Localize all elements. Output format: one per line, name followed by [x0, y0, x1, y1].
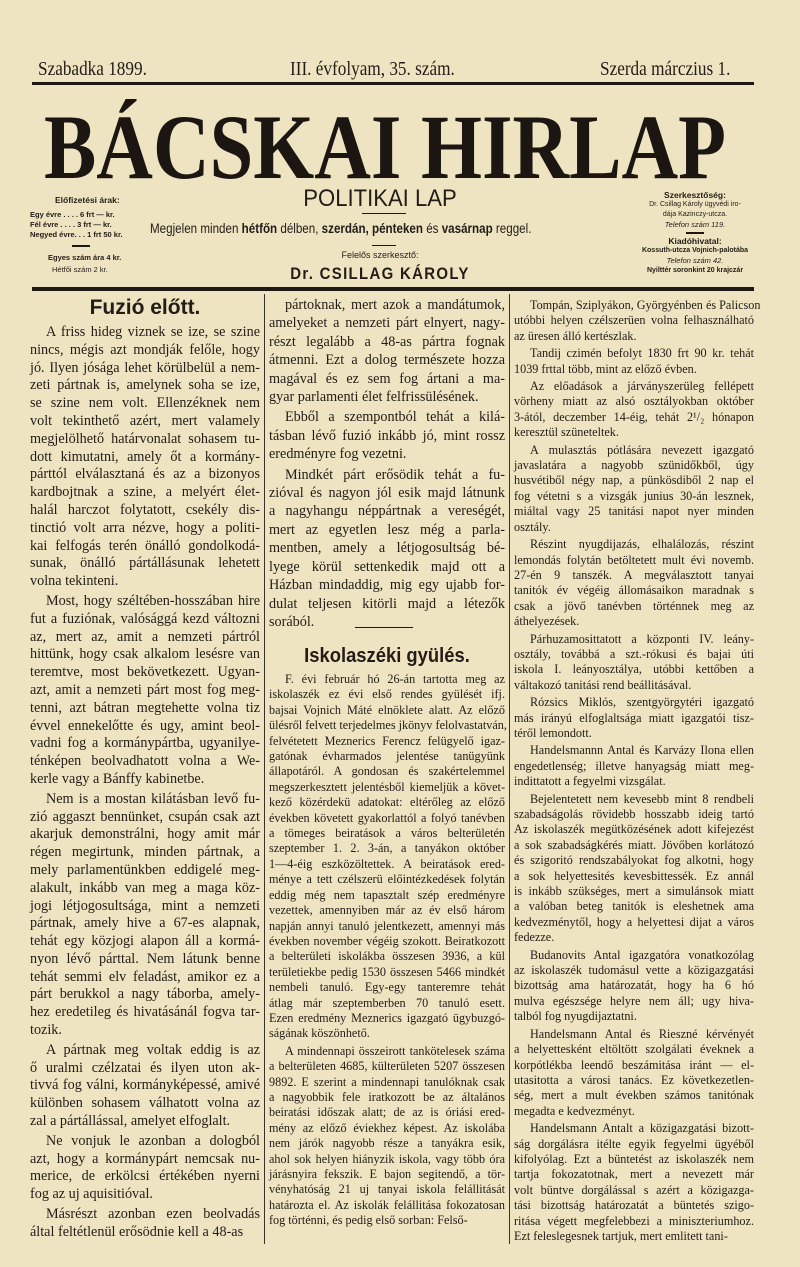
paragraph: [514, 695, 754, 741]
publication-schedule: Megjelen minden hétfőn délben, szerdán, pénteken és vasárnap reggel.: [150, 221, 532, 236]
text-line: javaslatára a nagyobb szünidőkből, úgy: [514, 458, 754, 473]
text-line: áthelyezések.: [514, 614, 580, 629]
text-line: Rózsics Miklós, szentgyörgytéri igazgató: [530, 695, 754, 710]
text-line: ritása végett megfelebbezi a miniszteriumhoz.: [514, 1213, 754, 1228]
text-line: más irányú elfoglaltsága miatt igazgatói tisz-: [514, 710, 754, 725]
text-line: ülésről felvett terjedelmes jkönyv felolvastatván,: [269, 718, 507, 733]
text-line: váltakozó tanitási rend beállitásával.: [514, 677, 692, 692]
text-line: Nem is a mostan kilátásban levő fu-: [46, 790, 260, 807]
text-line: tanitók év végéig állomásaikon maradnak s: [514, 583, 754, 598]
text-line: Handelsmann Antalt a közigazgatási bizott-: [530, 1121, 754, 1136]
text-line: Mindkét párt erősödik tehát a fu-: [285, 466, 505, 483]
text-line: mulva egészsége helyre nem áll; ugy hiva-: [514, 993, 754, 1008]
text-line: zal a pártállással, amelyet elfoglalt.: [30, 1113, 231, 1130]
article-body: [30, 324, 260, 1242]
text-line: Handelsmann Antal és Rieszné kérvényét: [530, 1026, 754, 1041]
text-line: volna tekinteni.: [30, 573, 119, 590]
text-line: azt, amit a nemzeti párt most fog meg-: [30, 681, 260, 698]
text-line: tivvá fog válni, kormányképessé, amivé: [30, 1077, 260, 1094]
text-line: mely parlamentünkben eddigelé meg-: [30, 861, 260, 878]
paragraph: [30, 1133, 260, 1204]
text-line: sunak, önálló pártállásunak lehetett: [30, 555, 260, 572]
article-body: [514, 298, 761, 1244]
paragraph: [514, 1121, 754, 1244]
text-line: fut a fuziónak, valósággá kezd változni: [30, 610, 260, 627]
text-line: A mulasztás pótlására nevezett igazgató: [530, 442, 754, 457]
text-line: merice, de erkölcsi értékében nyerni: [30, 1168, 260, 1185]
editorial-phone: Telefon szám 119.: [664, 220, 726, 229]
text-line: Bejelentetett nem kevesebb mint 8 rendbeli: [530, 791, 754, 806]
ornament-divider: [686, 232, 704, 234]
text-line: tásban lévő fuzió inkább jó, mint rossz: [269, 427, 505, 444]
text-line: volt tekinthető azért, mert valamely: [30, 412, 260, 429]
text-line: kifolyólag. Ezt a büntetést az iskolaszék nem: [514, 1151, 754, 1166]
text-line: iskolaszék ez évi első rendes gyülését ifj.: [269, 687, 505, 702]
text-line: tinctió volt arra nézve, hogy a politi-: [30, 519, 260, 536]
text-line: felvétetett Meznerics Ferencz felügyelő igaz-: [269, 733, 505, 748]
text-line: állapotáról. A gondosan és szakértelemmel: [269, 764, 505, 779]
paragraph: [514, 743, 754, 789]
text-line: években követett gyakorlattól a folyó tanévben: [269, 810, 505, 825]
paragraph: [269, 672, 505, 1042]
paragraph: [30, 593, 260, 789]
text-line: ahol sok helyen hiányzik iskola, vagy több óra: [269, 1151, 505, 1166]
paragraph: [514, 948, 754, 1025]
paragraph: [30, 324, 260, 591]
text-line: zióval és nagyon jól esik majd látnunk: [269, 485, 505, 502]
paragraph: [30, 791, 260, 1040]
prices-heading: Előfizetési árak:: [55, 195, 120, 205]
text-line: Tompán, Sziplyákon, Györgyénben és Palicson: [530, 298, 761, 312]
text-line: kerle vagy a Bánffy kabinetbe.: [30, 770, 205, 787]
text-line: a helyettesként eltöltött szolgálati éveknek a: [514, 1042, 754, 1057]
text-line: osztály.: [514, 519, 551, 534]
text-line: tehát egy közjogi alapon áll a kormá-: [30, 933, 260, 950]
price-row-year: Egy évre . . . . 6 frt — kr.: [30, 210, 115, 219]
text-line: eddig még nem tapasztalt szép eredményre: [269, 887, 505, 902]
text-line: fedezze.: [514, 930, 555, 945]
text-line: A friss hideg viznek se ize, se szine: [46, 324, 260, 340]
text-line: párttól elválasztaná és az a bizonyos: [30, 466, 260, 483]
text-line: vényhatóság 21 uj tanyai iskola felállitását: [269, 1182, 505, 1197]
text-line: Handelsmannn Antal és Karvázy Ilona ellen: [530, 743, 754, 758]
text-line: jogi létjogosultsága, mint a nemzeti: [30, 897, 260, 914]
article-body: [269, 672, 505, 1229]
text-line: indittatott a fegyelmi vizsgálat.: [514, 774, 666, 789]
text-line: az üresen álló kertészlak.: [514, 328, 637, 343]
text-line: Most, hogy széltében-hosszában hire: [46, 592, 260, 609]
text-line: fog az uj aquisitióval.: [30, 1186, 153, 1203]
paragraph: [269, 296, 505, 406]
editor-label: Felelős szerkesztő:: [341, 250, 419, 260]
text-line: lyege körül settenkedik majd ott a: [269, 558, 505, 575]
text-line: évvel ennekelőtte és ugy, amint beol-: [30, 717, 260, 734]
text-line: lemondás folytán betöltetett mult évi novemb.: [514, 552, 754, 567]
text-line: is inkább szükséges, mert a simulánsok miatt: [514, 884, 754, 899]
text-line: az, mert az, amit a nemzeti pártról: [30, 628, 260, 645]
text-line: Párhuzamosittatott a központi IV. leány-: [530, 631, 754, 646]
publisher-address: Kossuth-utcza Vojnich-palotába: [641, 247, 749, 254]
text-line: gyar parlamenti élet felfrissülésének.: [269, 389, 479, 406]
text-line: A mindennapi összeirott tankötelesek száma: [285, 1043, 505, 1058]
article-title-iskolaszek: Iskolaszéki gyülés.: [304, 645, 470, 667]
dateline-volume-issue: III. évfolyam, 35. szám.: [290, 58, 455, 80]
paragraph: [514, 1027, 754, 1119]
editor-name: Dr. CSILLAG KÁROLY: [290, 264, 470, 283]
text-line: a nagyobbik fele iratkozott be az általános: [269, 1089, 505, 1104]
text-line: 1—4-éig eszközöltettek. A beiratások ered-: [269, 856, 505, 871]
masthead-bottom-rule: [32, 287, 754, 291]
text-line: dott kimutatni, amely őt a kormány-: [30, 448, 260, 465]
paragraph: [514, 632, 754, 694]
text-line: részt legalább a 48-as pártra fognak: [269, 333, 505, 350]
publisher-phone: Telefon szám 42.: [666, 256, 724, 265]
text-line: keresztül szüneteltek.: [514, 425, 619, 440]
text-line: napján annyi tanuló jelentkezett, amennyi más: [269, 918, 505, 933]
text-line: az iskolaszék tudomásul vette a közigazgatási: [514, 963, 754, 978]
article-iskolaszek-col3: [514, 298, 761, 1246]
dateline-place-year: Szabadka 1899.: [38, 58, 147, 80]
text-line: és szigoritó rendszabályokat fog alkotni, hogy: [514, 853, 754, 868]
text-line: kardbojtnak a szine, a melyért élet-: [30, 484, 260, 501]
dateline-date: Szerda márczius 1.: [600, 58, 731, 80]
text-line: kai felfogás terén önálló gondolkodá-: [30, 537, 260, 554]
masthead-title: [40, 92, 730, 184]
text-line: volt büntve dorgálással s azért a közigazga-: [514, 1182, 754, 1197]
text-line: mény az előző éviekhez képest. Az iskolába: [269, 1120, 505, 1135]
text-line: ő uralmi czélzatai és ilyen uton ak-: [30, 1059, 260, 1076]
text-line: osztály, továbbá a szt.-rókusi és bajai úti: [514, 646, 754, 661]
text-line: különben sohasem válhatott volna az: [30, 1095, 260, 1112]
text-line: években november végéig szokott. Beiratkozott: [269, 933, 505, 948]
publisher-heading: Kiadóhivatal:: [668, 236, 722, 246]
text-line: bizottság ama határozatát, hogy ha 6 hó: [514, 978, 754, 993]
text-line: zió aggaszt bennünket, csupán csak azt: [30, 808, 260, 825]
prices-table: [30, 210, 123, 240]
text-line: a sok helyettesités kevesbittessék. Ez annál: [514, 868, 754, 883]
text-line: a sok szabadságkérés miatt. Jövőben korlátozó: [514, 837, 754, 852]
text-line: tartja fokozatotnak, mert a nevezett már: [514, 1167, 754, 1182]
paragraph: [269, 408, 505, 463]
text-line: megadta e kedvezményt.: [514, 1103, 635, 1118]
text-line: miáltal vagy 25 tanitási napot nyer minden: [514, 504, 754, 519]
text-line: a belterületen 4685, külterületen 5207 összesen: [269, 1059, 505, 1074]
text-line: Tandij czimén befolyt 1830 frt 90 kr. tehát: [530, 346, 754, 361]
text-line: Másrészt azonban ezen beolvadás: [46, 1206, 260, 1223]
text-line: párt berukkol a nagy táborba, amely-: [30, 986, 260, 1003]
text-line: sorából.: [269, 613, 315, 630]
text-line: ság dorgálásra itélte egyik fegyelmi ügyéből: [514, 1136, 754, 1151]
text-line: Ebből a szempontból tehát a kilá-: [285, 409, 505, 426]
text-line: csak a jövő tanévben történnek meg az: [514, 598, 754, 613]
text-line: régen megirtunk, minden pártnak, a: [30, 844, 260, 861]
paragraph: [514, 443, 754, 535]
ornament-divider: [362, 213, 406, 214]
text-line: fog vétetni s a vizsgák junius 30-án lesznek,: [514, 488, 754, 503]
paragraph: [269, 1044, 505, 1229]
text-line: téről lemondott.: [514, 725, 592, 740]
text-line: Budanovits Antal igazgatóra vonatkozólag: [530, 947, 754, 962]
article-title-fuzio: Fuzió előtt.: [89, 296, 201, 319]
text-line: Ezt feleslegesnek tartjuk, mert emlitett tani-: [514, 1228, 728, 1243]
editorial-address-1: Dr. Csillag Károly ügyvédi iro-: [649, 201, 741, 208]
text-line: teremtve, most bekövetkezett. Ugyan-: [30, 664, 260, 681]
text-line: kező közérdekü adatokat: eltérőleg az előző: [269, 795, 505, 810]
text-line: ménye a tett czélszerü előintézkedések folytán: [269, 872, 505, 887]
single-issue-price: Egyes szám ára 4 kr.: [48, 253, 122, 262]
text-line: tozik.: [30, 1022, 62, 1039]
text-line: 9892. E szerint a mindennapi tanulóknak csak: [269, 1074, 505, 1089]
paragraph: [514, 298, 761, 344]
ornament-divider: [72, 245, 90, 247]
text-line: területiekbe pedig 1530 összesen 5466 mindkét: [269, 964, 505, 979]
text-line: 1039 frttal több, mint az előző évben.: [514, 361, 697, 376]
paragraph: [514, 379, 754, 441]
text-line: fog történni, és pedig első sorban: Felső-: [269, 1213, 468, 1228]
text-line: tási bizottság határozatát a büntetés szigo-: [514, 1198, 754, 1213]
text-line: dulat teljesen kitörli majd a létezők: [269, 595, 505, 612]
text-line: átlag már szeptemberben 70 tanuló esett.: [269, 995, 505, 1010]
text-line: ságának köszönhető.: [269, 1026, 370, 1041]
text-line: nem járók nagyobb része a tanyákra esik,: [269, 1136, 505, 1151]
text-line: utóbbi helyen czélszerüen volna felhasználható: [514, 313, 754, 328]
column-divider: [264, 294, 265, 1244]
text-line: zeti pártnak is, amelynek soha se ize,: [30, 377, 260, 394]
ornament-divider: [372, 245, 396, 246]
text-line: pártoknak, mert azok a mandátumok,: [285, 297, 505, 313]
text-line: vezettek, amennyiben már az év első három: [269, 903, 505, 918]
text-line: gatónak évharmados jelentése tanügyünk: [269, 749, 505, 764]
text-line: ség, mert a mult években számos tanitónak: [514, 1088, 754, 1103]
column-divider: [509, 294, 510, 1244]
text-line: járásnyira fekszik. E bajon segitendő, a tör-: [269, 1167, 505, 1181]
article-iskolaszek-col2: [269, 645, 505, 1231]
paragraph: [514, 346, 754, 377]
text-line: mentben, amely a létjogosultság bé-: [269, 540, 505, 557]
nyillter-price: Nyilttér soronkint 20 krajczár: [646, 267, 744, 274]
text-line: szabadságolás rövidebb hosszabb ideig tartó: [514, 807, 754, 821]
text-line: a nagyhangu néppártnak a vereségét,: [269, 503, 505, 520]
article-separator: [355, 627, 413, 628]
text-line: vadni fog a kormánypártba, ugyanilye-: [30, 735, 260, 752]
text-line: megjelölhető határvonalat sohasem tu-: [30, 430, 260, 447]
office-block: [630, 190, 760, 276]
text-line: alakult, inkább van meg a maga köz-: [30, 879, 260, 896]
paragraph: [30, 1042, 260, 1131]
price-row-quarter: Negyed évre. . . 1 frt 50 kr.: [30, 230, 123, 239]
text-line: megszerkesztett jelentésből kiemeljük a követ-: [269, 779, 505, 794]
text-line: határozta el. Az iskolák felállitása fokozatosan: [269, 1197, 505, 1212]
text-line: Házban mindaddig, mig egy ujabb for-: [269, 577, 505, 594]
text-line: hittünk, hogy csak alkalom lesésre van: [30, 646, 260, 663]
text-line: által feltétlenül erősödnie kell a 48-as: [30, 1223, 244, 1240]
text-line: Részint nyugdijazás, elhalálozás, részint: [530, 537, 754, 552]
text-line: a tömeges beiratások a város belterületén: [269, 826, 505, 841]
text-line: hez eredetileg és hivatásánál fogva tar-: [30, 1004, 260, 1021]
text-line: se szine nem volt. Ellenzéknek nem: [30, 395, 260, 412]
text-line: nembeli tanuló. Egy-egy tanteremre tehát: [269, 980, 505, 995]
text-line: tenni, azt bátran megtehette volna tiz: [30, 699, 260, 716]
masthead-title-text: BÁCSKAI HIRLAP: [44, 96, 726, 184]
text-line: korpótlékba leendő beszámitása iránt — el-: [514, 1057, 754, 1072]
article-fuzio-col1: [30, 296, 260, 1244]
text-line: akarjuk demonstrálni, hogy amit már: [30, 826, 260, 843]
masthead-subtitle: POLITIKAI LAP: [303, 185, 457, 212]
paragraph: [269, 466, 505, 632]
text-line: 3-ától, deczember 14-éig, tehát 2¹/₂ hónapon: [514, 409, 754, 424]
text-line: engedetlenség; illetve hanyagság miatt meg-: [514, 758, 754, 773]
paragraph: [30, 1206, 260, 1242]
text-line: A pártnak meg voltak eddig is az: [46, 1041, 260, 1058]
text-line: Az iskolaszék megütközésének adott kifejezést: [514, 822, 754, 837]
text-line: iskola I. leányosztálya, utóbbi kettőben a: [514, 662, 754, 677]
text-line: husvétiből négy nap, a pünkösdiből 2 nap el: [514, 473, 754, 488]
text-line: talból fog nyugdijaztatni.: [514, 1009, 637, 1024]
text-line: mert az egyetlen lesz még a parla-: [269, 521, 505, 538]
text-line: azt, hogy a kormánypárt nemcsak nu-: [30, 1150, 260, 1167]
text-line: nyon lévő párttal. Nem látunk benne: [30, 950, 260, 967]
text-line: amelyeket a nemzeti párt elnyert, nagy-: [269, 315, 505, 332]
text-line: kedvezménytől, hogy a helyettesi dijat a város: [514, 914, 754, 929]
text-line: ténképen beolvadhatott volna a We-: [30, 753, 260, 770]
text-line: jó. Ilyen jósága lehet körülbelül a nem-: [30, 359, 260, 376]
text-line: utasitotta a városi tanács. Ez következetlen-: [514, 1072, 754, 1087]
article-body: [269, 296, 505, 631]
editorial-address-2: dája Kazinczy-utcza.: [662, 211, 728, 218]
text-line: szeptember 1. 2. 3-án, a tanyákon október: [269, 841, 505, 856]
price-row-half: Fél évre . . . . 3 frt — kr.: [30, 220, 112, 229]
text-line: Ezen eredmény Meznerics igazgató ügybuzgó-: [269, 1010, 505, 1025]
text-line: halál harczot folytatott, csekély dis-: [30, 501, 260, 518]
text-line: bajsai Vojnich Máté elnöklete alatt. Az előző: [269, 702, 505, 717]
editorial-heading: Szerkesztőség:: [664, 190, 726, 200]
text-line: beiratási időszak alatt; de az is óriási ered-: [269, 1105, 505, 1120]
paragraph: [514, 537, 754, 629]
text-line: vörheny miatt az alsó osztályokban október: [514, 394, 754, 409]
text-line: pártnak, amely hive a 67-es alapnak,: [30, 915, 260, 932]
article-fuzio-col2: [269, 296, 505, 633]
text-line: Az előadások a járványszerüleg fellépett: [530, 379, 754, 394]
text-line: F. évi február hó 26-án tartotta meg az: [285, 672, 505, 686]
text-line: eredményre fog vezetni.: [269, 446, 407, 463]
text-line: átmenni. Ezt a dolog természete hozza: [269, 352, 505, 369]
text-line: tehát semmi elv feladást, amikor ez a: [30, 968, 260, 985]
text-line: a valóban beteg tanitók is eleshetnek ama: [514, 899, 754, 914]
text-line: 27-én 9 tanszék. A megválasztott tanyai: [514, 567, 754, 582]
text-line: magával és ez sem fog ártani a ma-: [269, 370, 505, 387]
text-line: nincs, mégis azt mondják felőle, hogy: [30, 341, 260, 358]
text-line: Ne vonjuk le azonban a dologból: [46, 1132, 260, 1149]
text-line: a belterületi iskolákba összesen 3936, a kül: [269, 949, 505, 964]
top-rule: [32, 82, 754, 85]
paragraph: [514, 792, 754, 946]
monday-issue-price: Hétfői szám 2 kr.: [52, 265, 108, 274]
